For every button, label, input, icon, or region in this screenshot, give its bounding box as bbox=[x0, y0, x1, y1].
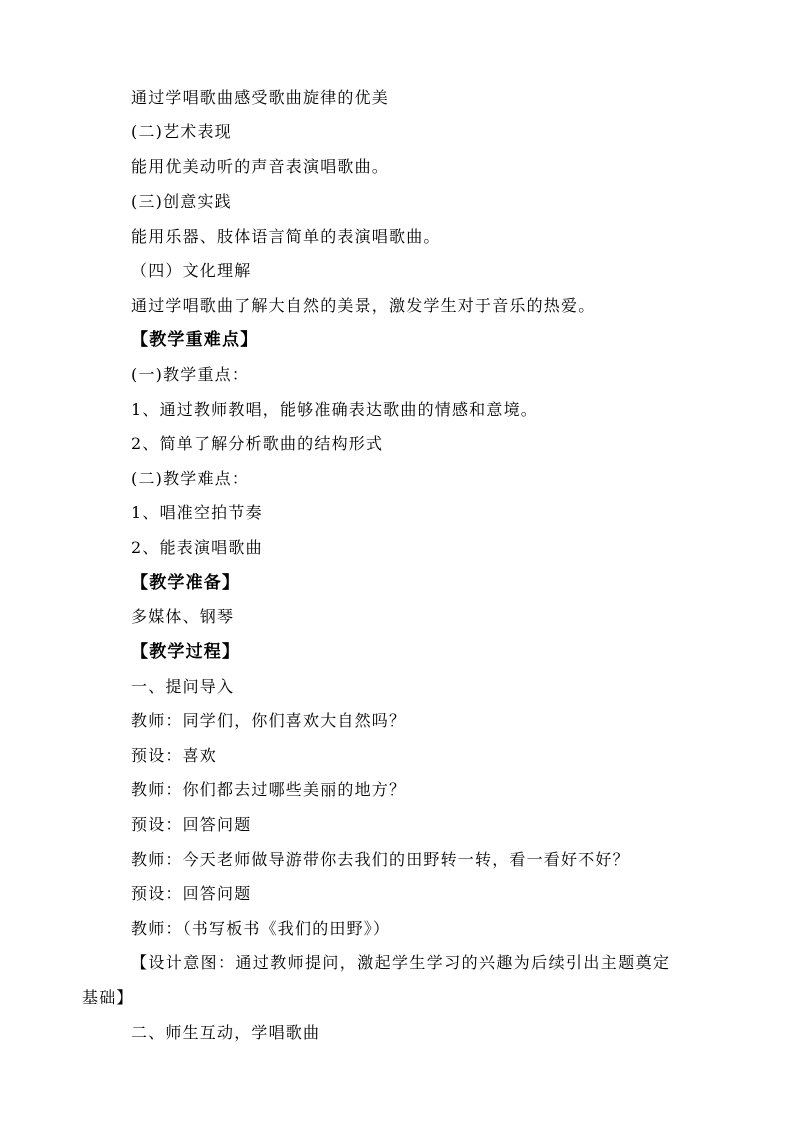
section-heading: (三)创意实践 bbox=[131, 192, 232, 211]
paragraph-line: 能用优美动听的声音表演唱歌曲。 bbox=[131, 157, 390, 176]
bold-section-title: 【教学过程】 bbox=[131, 642, 241, 662]
list-item: 1、通过教师教唱，能够准确表达歌曲的情感和意境。 bbox=[131, 400, 538, 419]
dialogue-line: 预设：回答问题 bbox=[131, 815, 252, 834]
list-item: 1、唱准空拍节奏 bbox=[131, 503, 263, 522]
dialogue-line: 预设：喜欢 bbox=[131, 746, 218, 765]
list-item: 2、简单了解分析歌曲的结构形式 bbox=[131, 434, 384, 453]
section-heading: 二、师生互动，学唱歌曲 bbox=[131, 1023, 321, 1042]
dialogue-line: 教师：今天老师做导游带你去我们的田野转一转，看一看好不好？ bbox=[131, 850, 630, 869]
subsection-heading: (一)教学重点： bbox=[131, 365, 250, 384]
section-heading: （四）文化理解 bbox=[131, 261, 252, 280]
subsection-heading: (二)教学难点： bbox=[131, 469, 250, 488]
design-intent-continuation: 基础】 bbox=[82, 988, 134, 1007]
dialogue-line: 教师：同学们，你们喜欢大自然吗？ bbox=[131, 711, 407, 730]
section-heading: (二)艺术表现 bbox=[131, 122, 232, 141]
dialogue-line: 教师：你们都去过哪些美丽的地方？ bbox=[131, 780, 407, 799]
design-intent-line: 【设计意图：通过教师提问，激起学生学习的兴趣为后续引出主题奠定 bbox=[131, 953, 671, 972]
paragraph-line: 能用乐器、肢体语言简单的表演唱歌曲。 bbox=[131, 227, 441, 246]
dialogue-line: 预设：回答问题 bbox=[131, 884, 252, 903]
list-item: 2、能表演唱歌曲 bbox=[131, 538, 263, 557]
subsection-heading: 一、提问导入 bbox=[131, 677, 235, 696]
paragraph-line: 多媒体、钢琴 bbox=[131, 607, 235, 626]
bold-section-title: 【教学重难点】 bbox=[131, 330, 259, 350]
paragraph-line: 通过学唱歌曲了解大自然的美景，激发学生对于音乐的热爱。 bbox=[131, 296, 596, 315]
paragraph-line: 通过学唱歌曲感受歌曲旋律的优美 bbox=[131, 88, 390, 107]
bold-section-title: 【教学准备】 bbox=[131, 573, 241, 593]
dialogue-line: 教师：（书写板书《我们的田野》） bbox=[131, 919, 391, 938]
